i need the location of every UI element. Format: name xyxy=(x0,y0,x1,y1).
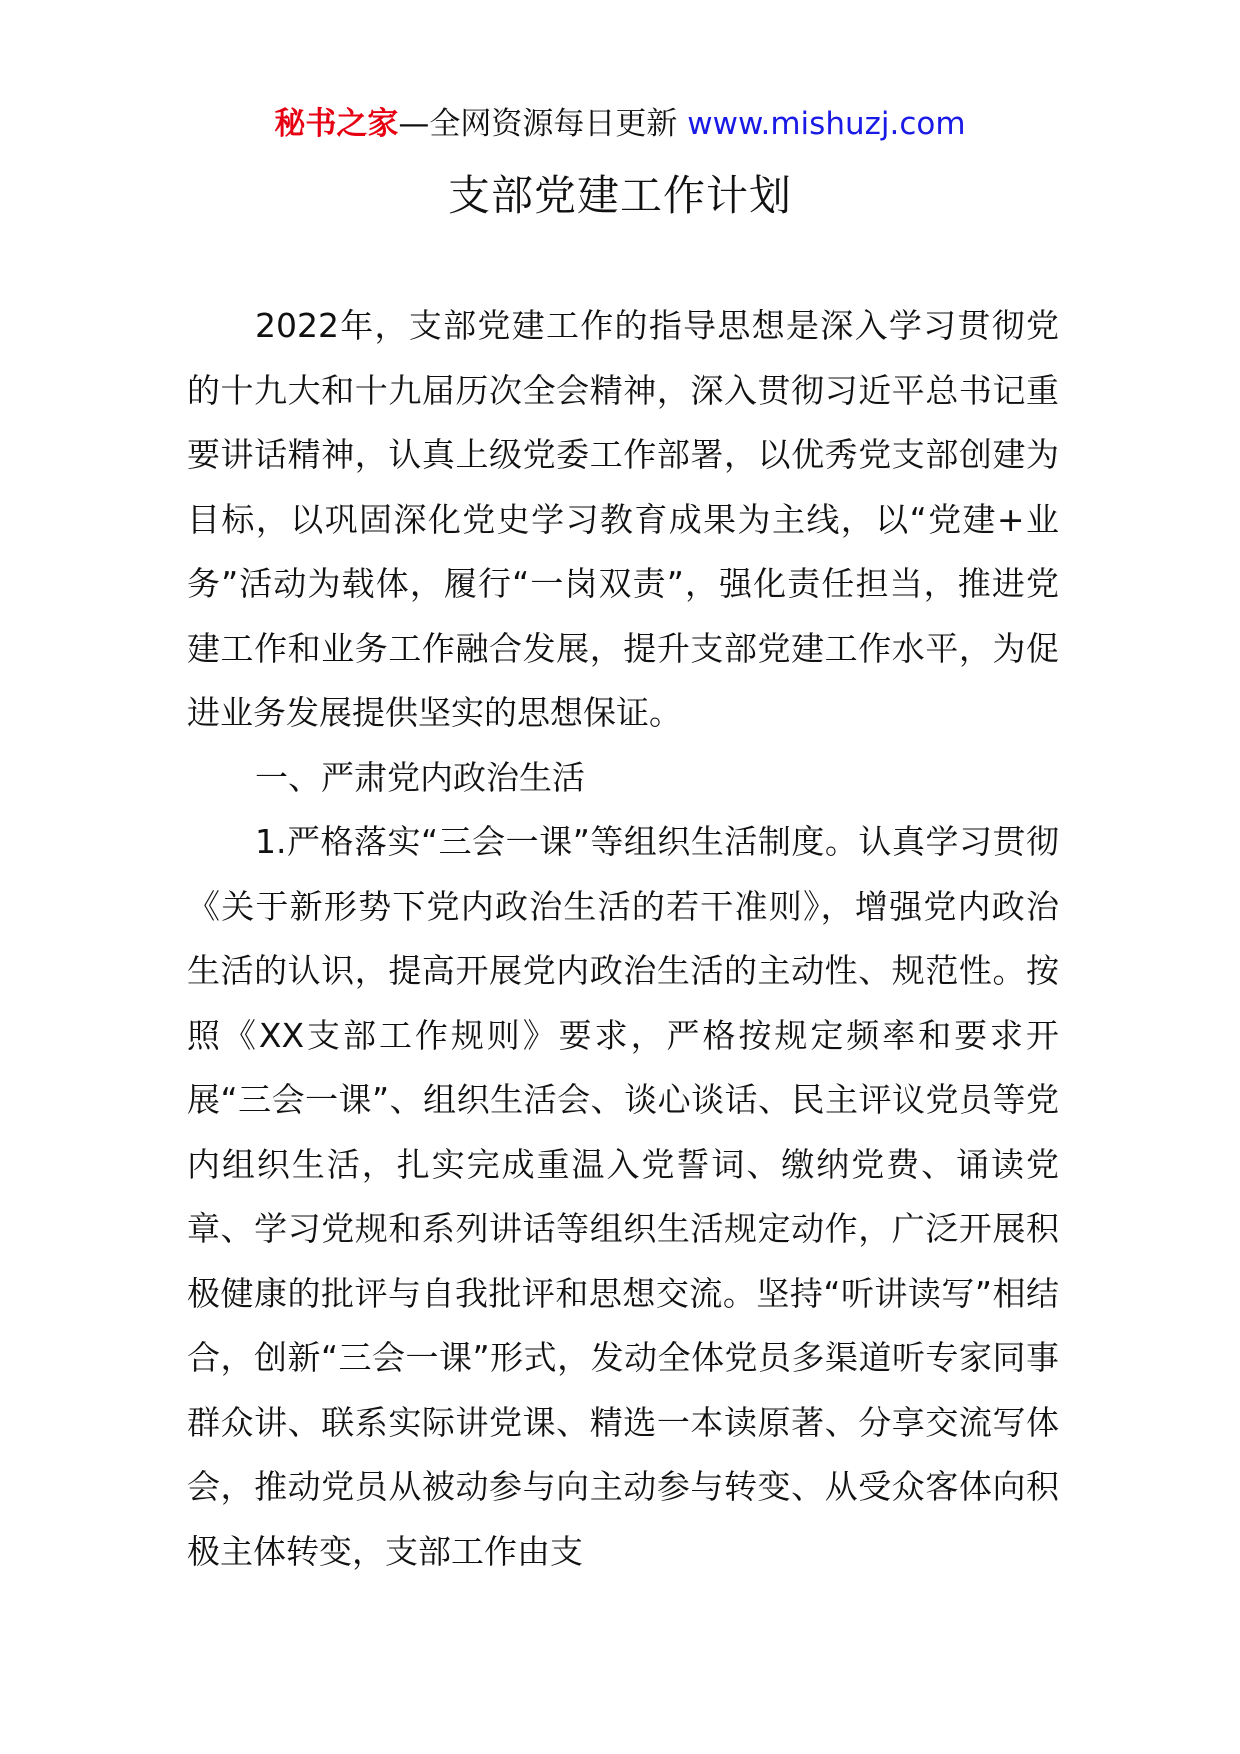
paragraph-item-1: 1.严格落实“三会一课”等组织生活制度。认真学习贯彻《关于新形势下党内政治生活的若干准则》，增强党内政治生活的认识，提高开展党内政治生活的主动性、规范性。按照《XX支部工作规则》要求，严格按规定频率和要求开展“三会一课”、组织生活会、谈心谈话、民主评议党员等党内组织生活，扎实完成重温入党誓词、缴纳党费、诵读党章、学习党规和系列讲话等组织生活规定动作，广泛开展积极健康的批评与自我批评和思想交流。坚持“听讲读写”相结合，创新“三会一课”形式，发动全体党员多渠道听专家同事群众讲、联系实际讲党课、精选一本读原著、分享交流写体会，推动党员从被动参与向主动参与转变、从受众客体向积极主体转变，支部工作由支 xyxy=(187,822,1059,1571)
site-header xyxy=(0,104,1240,144)
section-heading-1: 一、严肃党内政治生活 xyxy=(255,757,585,797)
document-title: 支部党建工作计划 xyxy=(447,171,792,220)
site-url-link[interactable]: www.mishuzj.com xyxy=(687,106,966,142)
document-body xyxy=(187,294,1059,1584)
site-slogan: —全网资源每日更新 xyxy=(398,106,678,142)
site-brand: 秘书之家 xyxy=(274,106,399,142)
paragraph-intro: 2022年，支部党建工作的指导思想是深入学习贯彻党的十九大和十九届历次全会精神，深入贯彻习近平总书记重要讲话精神，认真上级党委工作部署，以优秀党支部创建为目标，以巩固深化党史学习教育成果为主线，以“党建+业务”活动为载体，履行“一岗双责”，强化责任担当，推进党建工作和业务工作融合发展，提升支部党建工作水平，为促进业务发展提供坚实的思想保证。 xyxy=(187,306,1059,732)
